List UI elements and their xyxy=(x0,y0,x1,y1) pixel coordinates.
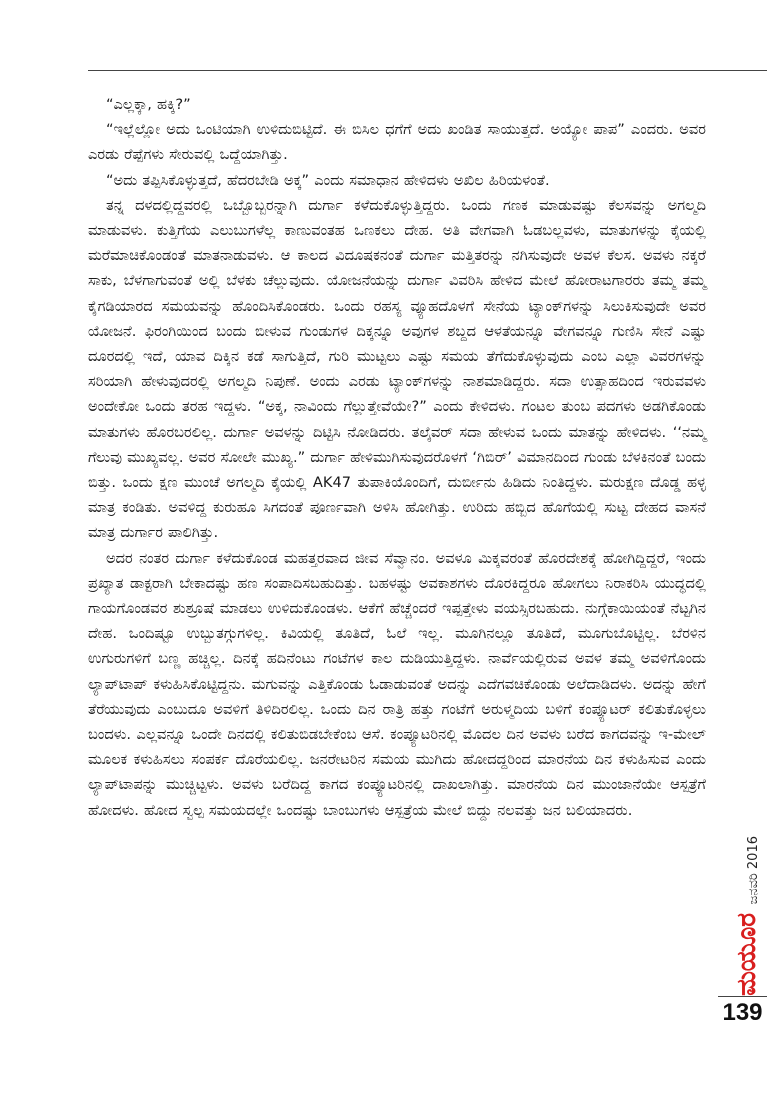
footer-rule xyxy=(718,996,767,997)
issue-date: ಜನವರಿ 2016 xyxy=(746,835,761,904)
article-paragraph: “ಇಲ್ಲೆಲ್ಲೋ ಅದು ಒಂಟಿಯಾಗಿ ಉಳಿದುಬಿಟ್ಟಿದೆ. ಈ ಬಿಸಿಲ ಧಗೆಗೆ ಅದು ಖಂಡಿತ ಸಾಯುತ್ತದೆ. ಅಯ್ಯೋ ಪಾಪ” ಎಂದರು. ಅವರ ಎರಡು ರೆಪ್ಪೆಗಳು ಸೇರುವಲ್ಲಿ ಒದ್ದೆಯಾಗಿತ್ತು. xyxy=(88,121,706,164)
magazine-side-label xyxy=(719,740,763,996)
top-rule xyxy=(88,70,767,71)
page-number: 139 xyxy=(722,999,763,1026)
article-paragraph: ಅದರ ನಂತರ ದುರ್ಗಾ ಕಳೆದುಕೊಂಡ ಮಹತ್ತರವಾದ ಜೀವ ಸೆವ್ವಾನಂ. ಅವಳೂ ಮಿಕ್ಕವರಂತೆ ಹೊರದೇಶಕ್ಕೆ ಹೋಗಿದ್ದಿದ್ದರೆ, ಇಂದು ಪ್ರಖ್ಯಾತ ಡಾಕ್ಟರಾಗಿ ಬೇಕಾದಷ್ಟು ಹಣ ಸಂಪಾದಿಸಬಹುದಿತ್ತು. ಬಹಳಷ್ಟು ಅವಕಾಶಗಳು ದೊರಕಿದ್ದರೂ ಹೋಗಲು ನಿರಾಕರಿಸಿ ಯುದ್ಧದಲ್ಲಿ ಗಾಯಗೊಂಡವರ ಶುಶ್ರೂಷೆ ಮಾಡಲು ಉಳಿದುಕೊಂಡಳು. ಆಕೆಗೆ ಹೆಚ್ಚೆಂದರೆ ಇಪ್ಪತ್ತೇಳು ವಯಸ್ಸಿರಬಹುದು. ನುಗ್ಗೆಕಾಯಿಯಂತೆ ನೆಟ್ಟಗಿನ ದೇಹ. ಒಂದಿಷ್ಟೂ ಉಬ್ಬುತಗ್ಗುಗಳಿಲ್ಲ. ಕಿವಿಯಲ್ಲಿ ತೂತಿದೆ, ಓಲೆ ಇಲ್ಲ. ಮೂಗಿನಲ್ಲೂ ತೂತಿದೆ, ಮೂಗುಬೊಟ್ಟಿಲ್ಲ. ಬೆರಳಿನ ಉಗುರುಗಳಿಗೆ ಬಣ್ಣ ಹಚ್ಚಿಲ್ಲ. ದಿನಕ್ಕೆ ಹದಿನೆಂಟು ಗಂಟೆಗಳ ಕಾಲ ದುಡಿಯುತ್ತಿದ್ದಳು. ನಾರ್ವೆಯಲ್ಲಿರುವ ಅವಳ ತಮ್ಮ ಅವಳಿಗೊಂದು ಲ್ಯಾಪ್‌ಟಾಪ್ ಕಳುಹಿಸಿಕೊಟ್ಟಿದ್ದನು. ಮಗುವನ್ನು ಎತ್ತಿಕೊಂಡು ಓಡಾಡುವಂತೆ ಅದನ್ನು ಎದೆಗವಚಿಕೊಂಡು ಅಲೆದಾಡಿದಳು. ಅದನ್ನು ಹೇಗೆ ತೆರೆಯುವುದು ಎಂಬುದೂ ಅವಳಿಗೆ ತಿಳಿದಿರಲಿಲ್ಲ. ಒಂದು ದಿನ ರಾತ್ರಿ ಹತ್ತು ಗಂಟೆಗೆ ಅರುಳ್ಮದಿಯ ಬಳಿಗೆ ಕಂಪ್ಯೂಟರ್ ಕಲಿತುಕೊಳ್ಳಲು ಬಂದಳು. ಎಲ್ಲವನ್ನೂ ಒಂದೇ ದಿನದಲ್ಲಿ ಕಲಿತುಬಿಡಬೇಕೆಂಬ ಆಸೆ. ಕಂಪ್ಯೂಟರಿನಲ್ಲಿ ಮೊದಲ ದಿನ ಅವಳು ಬರೆದ ಕಾಗದವನ್ನು ಇ-ಮೇಲ್ ಮೂಲಕ ಕಳುಹಿಸಲು ಸಂಪರ್ಕ ದೊರೆಯಲಿಲ್ಲ. ಜನರೇಟರಿನ ಸಮಯ ಮುಗಿದು ಹೋದದ್ದರಿಂದ ಮಾರನೆಯ ದಿನ ಕಳುಹಿಸುವ ಎಂದು ಲ್ಯಾಪ್‌ಟಾಪನ್ನು ಮುಚ್ಚಿಟ್ಟಳು. ಅವಳು ಬರೆದಿದ್ದ ಕಾಗದ ಕಂಪ್ಯೂಟರಿನಲ್ಲಿ ದಾಖಲಾಗಿತ್ತು. ಮಾರನೆಯ ದಿನ ಮುಂಜಾನೆಯೇ ಆಸ್ಪತ್ರೆಗೆ ಹೋದಳು. ಹೋದ ಸ್ವಲ್ಪ ಸಮಯದಲ್ಲೇ ಒಂದಷ್ಟು ಬಾಂಬುಗಳು ಆಸ್ಪತ್ರೆಯ ಮೇಲೆ ಬಿದ್ದು ನಲವತ್ತು ಜನ ಬಲಿಯಾದರು. xyxy=(88,549,706,819)
article-body xyxy=(88,92,706,823)
article-paragraph: “ಎಲ್ಲಕ್ಕಾ, ಹಕ್ಕಿ?” xyxy=(106,96,191,113)
article-paragraph: ತನ್ನ ದಳದಲ್ಲಿದ್ದವರಲ್ಲಿ ಒಬ್ಬೊಬ್ಬರನ್ನಾಗಿ ದುರ್ಗಾ ಕಳೆದುಕೊಳ್ಳುತ್ತಿದ್ದರು. ಒಂದು ಗಣಕ ಮಾಡುವಷ್ಟು ಕೆಲಸವನ್ನು ಅಗಲ್ಮದಿ ಮಾಡುವಳು. ಕುತ್ತಿಗೆಯ ಎಲುಬುಗಳೆಲ್ಲ ಕಾಣುವಂತಹ ಒಣಕಲು ದೇಹ. ಅತಿ ವೇಗವಾಗಿ ಓಡಬಲ್ಲವಳು, ಮಾತುಗಳನ್ನು ಕೈಯಲ್ಲಿ ಮರೆಮಾಚಿಕೊಂಡಂತೆ ಮಾತನಾಡುವಳು. ಆ ಕಾಲದ ವಿದೂಷಕನಂತೆ ದುರ್ಗಾ ಮತ್ತಿತರನ್ನು ನಗಿಸುವುದೇ ಅವಳ ಕೆಲಸ. ಅವಳು ನಕ್ಕರೆ ಸಾಕು, ಬೆಳಗಾಗುವಂತೆ ಅಲ್ಲಿ ಬೆಳಕು ಚೆಲ್ಲುವುದು. ಯೋಜನೆಯನ್ನು ದುರ್ಗಾ ವಿವರಿಸಿ ಹೇಳಿದ ಮೇಲೆ ಹೋರಾಟಗಾರರು ತಮ್ಮ ತಮ್ಮ ಕೈಗಡಿಯಾರದ ಸಮಯವನ್ನು ಹೊಂದಿಸಿಕೊಂಡರು. ಒಂದು ರಹಸ್ಯ ವ್ಯೂಹದೊಳಗೆ ಸೇನೆಯ ಟ್ಯಾಂಕ್‌ಗಳನ್ನು ಸಿಲುಕಿಸುವುದೇ ಅವರ ಯೋಜನೆ. ಫಿರಂಗಿಯಿಂದ ಬಂದು ಬೀಳುವ ಗುಂಡುಗಳ ದಿಕ್ಕನ್ನೂ ಅವುಗಳ ಶಬ್ದದ ಆಳತೆಯನ್ನೂ ವೇಗವನ್ನೂ ಗುಣಿಸಿ ಸೇನೆ ಎಷ್ಟು ದೂರದಲ್ಲಿ ಇದೆ, ಯಾವ ದಿಕ್ಕಿನ ಕಡೆ ಸಾಗುತ್ತಿದೆ, ಗುರಿ ಮುಟ್ಟಲು ಎಷ್ಟು ಸಮಯ ತೆಗೆದುಕೊಳ್ಳುವುದು ಎಂಬ ಎಲ್ಲಾ ವಿವರಗಳನ್ನು ಸರಿಯಾಗಿ ಹೇಳುವುದರಲ್ಲಿ ಅಗಲ್ಮದಿ ನಿಪುಣೆ. ಅಂದು ಎರಡು ಟ್ಯಾಂಕ್‌ಗಳನ್ನು ನಾಶಮಾಡಿದ್ದರು. ಸದಾ ಉತ್ಸಾಹದಿಂದ ಇರುವವಳು ಅಂದೇಕೋ ಒಂದು ತರಹ ಇದ್ದಳು. “ಅಕ್ಕ, ನಾವಿಂದು ಗೆಲ್ಲುತ್ತೇವೆಯೇ?” ಎಂದು ಕೇಳಿದಳು. ಗಂಟಲ ತುಂಬ ಪದಗಳು ಅಡಗಿಕೊಂಡು ಮಾತುಗಳು ಹೊರಬರಲಿಲ್ಲ. ದುರ್ಗಾ ಅವಳನ್ನು ದಿಟ್ಟಿಸಿ ನೋಡಿದರು. ತಲೈವರ್ ಸದಾ ಹೇಳುವ ಒಂದು ಮಾತನ್ನು ಹೇಳಿದಳು. ‘‘ನಮ್ಮ ಗೆಲುವು ಮುಖ್ಯವಲ್ಲ. ಅವರ ಸೋಲೇ ಮುಖ್ಯ.” ದುರ್ಗಾ ಹೇಳಿಮುಗಿಸುವುದರೊಳಗೆ ‘ಗಿಬಿರ್’ ವಿಮಾನದಿಂದ ಗುಂಡು ಬೆಳಕಿನಂತೆ ಬಂದು ಬಿತ್ತು. ಒಂದು ಕ್ಷಣ ಮುಂಚೆ ಅಗಲ್ಮದಿ ಕೈಯಲ್ಲಿ AK47 ತುಪಾಕಿಯೊಂದಿಗೆ, ದುರ್ಬೀನು ಹಿಡಿದು ನಿಂತಿದ್ದಳು. ಮರುಕ್ಷಣ ದೊಡ್ಡ ಹಳ್ಳ ಮಾತ್ರ ಕಂಡಿತು. ಅವಳಿದ್ದ ಕುರುಹೂ ಸಿಗದಂತೆ ಪೂರ್ಣವಾಗಿ ಅಳಿಸಿ ಹೋಗಿತ್ತು. ಉರಿದು ಹಬ್ಬಿದ ಹೊಗೆಯಲ್ಲಿ ಸುಟ್ಟ ದೇಹದ ವಾಸನೆ ಮಾತ್ರ ದುರ್ಗಾರ ಪಾಲಿಗಿತ್ತು. xyxy=(88,196,706,542)
magazine-logo: ಮಯೂರ xyxy=(732,913,762,996)
article-paragraph: “ಅದು ತಪ್ಪಿಸಿಕೊಳ್ಳುತ್ತದೆ, ಹೆದರಬೇಡಿ ಅಕ್ಕ” ಎಂದು ಸಮಾಧಾನ ಹೇಳಿದಳು ಅಖಿಲ ಹಿರಿಯಳಂತೆ. xyxy=(106,171,550,189)
